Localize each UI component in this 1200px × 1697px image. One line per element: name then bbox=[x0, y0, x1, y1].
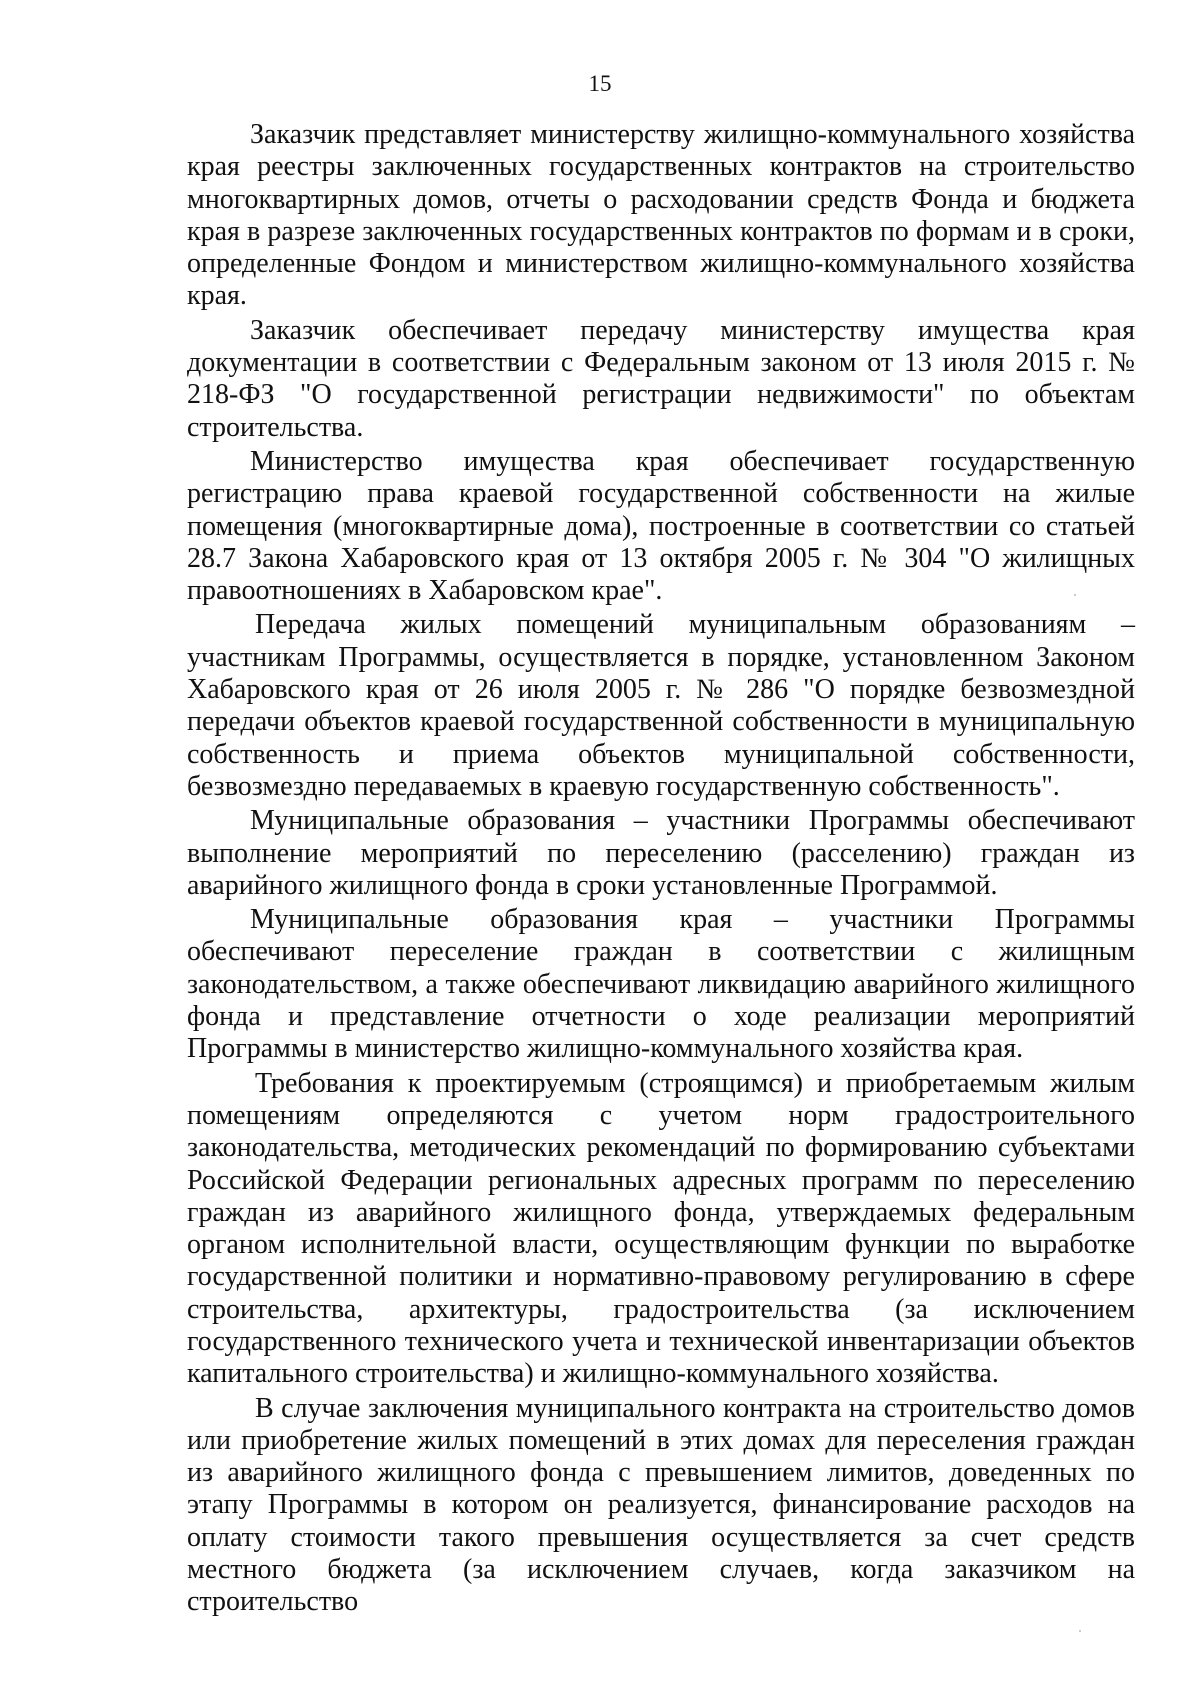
paragraph-housing-transfer: Передача жилых помещений муниципальным образованиям – участникам Программы, осуществляется в порядке, установленном Законом Хабаровского края от 26 июля 2005 г. № 286 "О порядке безвозмездной передачи объектов краевой государственной собственности в муниципальную собственность и приема объектов муниципальной собственности, безвозмездно передаваемых в краевую государственную собственность". bbox=[187, 609, 1135, 802]
body-text bbox=[187, 119, 1135, 1621]
paragraph-housing-requirements: Требования к проектируемым (строящимся) и приобретаемым жилым помещениям определяются с учетом норм градостроительного законодательства, методических рекомендаций по формированию субъектами Российской Федерации региональных адресных программ по переселению граждан из аварийного жилищного фонда, утверждаемых федеральным органом исполнительной власти, осуществляющим функции по выработке государственной политики и нормативно-правовому регулированию в сфере строительства, архитектуры, градостроительства (за исключением государственного технического учета и технической инвентаризации объектов капитального строительства) и жилищно-коммунального хозяйства. bbox=[187, 1067, 1135, 1390]
scan-speck bbox=[1079, 1630, 1081, 1632]
paragraph-state-registration: Министерство имущества края обеспечивает государственную регистрацию права краевой государственной собственности на жилые помещения (многоквартирные дома), построенные в соответствии со статьей 28.7 Закона Хабаровского края от 13 октября 2005 г. № 304 "О жилищных правоотношениях в Хабаровском крае". bbox=[187, 445, 1135, 607]
paragraph-limit-excess-financing: В случае заключения муниципального контракта на строительство домов или приобретение жилых помещений в этих домах для переселения граждан из аварийного жилищного фонда с превышением лимитов, доведенных по этапу Программы в котором он реализуется, финансирование расходов на оплату стоимости такого превышения осуществляется за счет средств местного бюджета (за исключением случаев, когда заказчиком на строительство bbox=[187, 1392, 1135, 1618]
scan-speck bbox=[1074, 594, 1076, 596]
paragraph-customer-reports: Заказчик представляет министерству жилищно-коммунального хозяйства края реестры заключенных государственных контрактов на строительство многоквартирных домов, отчеты о расходовании средств Фонда и бюджета края в разрезе заключенных государственных контрактов по формам и в сроки, определенные Фондом и министерством жилищно-коммунального хозяйства края. bbox=[187, 119, 1135, 312]
paragraph-documentation-transfer: Заказчик обеспечивает передачу министерству имущества края документации в соответствии с Федеральным законом от 13 июля 2015 г. № 218-ФЗ "О государственной регистрации недвижимости" по объектам строительства. bbox=[187, 314, 1135, 443]
paragraph-resettlement-obligations: Муниципальные образования края – участники Программы обеспечивают переселение граждан в соответствии с жилищным законодательством, а также обеспечивают ликвидацию аварийного жилищного фонда и представление отчетности о ходе реализации мероприятий Программы в министерство жилищно-коммунального хозяйства края. bbox=[187, 904, 1135, 1065]
page-number: 15 bbox=[588, 71, 612, 96]
paragraph-resettlement-measures: Муниципальные образования – участники Программы обеспечивают выполнение мероприятий по переселению (расселению) граждан из аварийного жилищного фонда в сроки установленные Программой. bbox=[187, 805, 1135, 901]
